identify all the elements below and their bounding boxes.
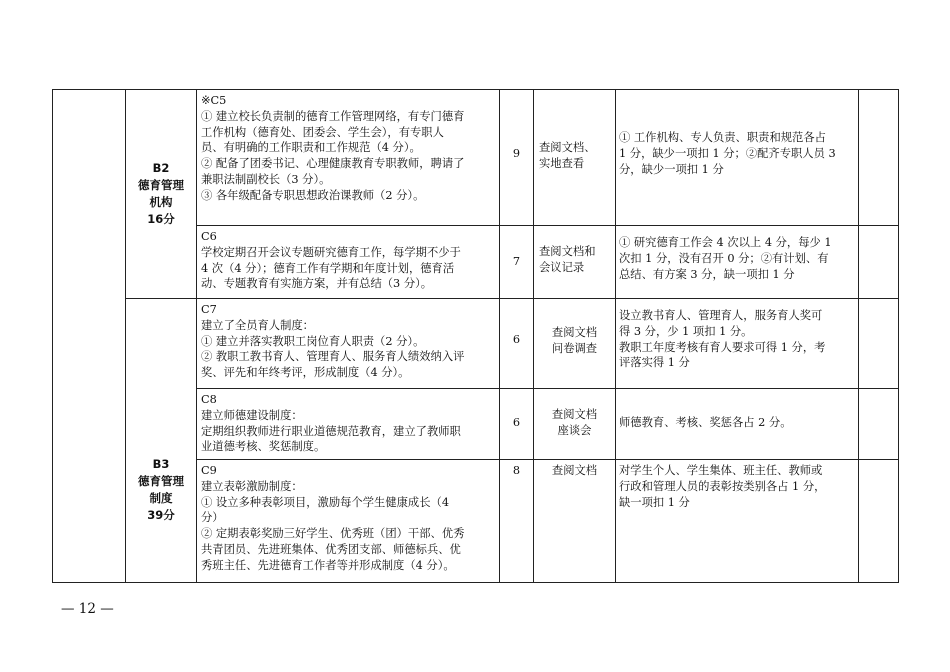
rule-line: 对学生个人、学生集体、班主任、教师或 [619, 464, 823, 477]
score-cell: 6 [500, 389, 534, 460]
item-text-line: 学校定期召开会议专题研究德育工作，每学期不少于 [201, 245, 461, 259]
rule-line: 缺一项扣 1 分 [619, 495, 690, 509]
item-text-line: ① 设立多种表彰项目，激励每个学生健康成长（4 [201, 495, 450, 509]
rule-line: ① 工作机构、专人负责、职责和规范各占 [619, 131, 826, 144]
method-cell [534, 460, 616, 583]
scoring-rule-cell [616, 389, 859, 460]
method-line: 座谈会 [557, 423, 592, 437]
scoring-rule-cell [616, 90, 859, 226]
item-text-line: 秀班主任、先进德育工作者等并形成制度（4 分）。 [201, 558, 455, 572]
section-b2-cell [126, 90, 197, 299]
score-cell: 7 [500, 226, 534, 299]
section-points: 16分 [147, 212, 175, 226]
score-cell: 8 [500, 460, 534, 583]
rule-line: 设立教书育人、管理育人，服务育人奖可 [619, 309, 823, 322]
rule-line: ① 研究德育工作会 4 次以上 4 分，每少 1 [619, 236, 832, 249]
scoring-rule-cell [616, 226, 859, 299]
table-row [53, 299, 899, 389]
method-cell [534, 389, 616, 460]
method-line: 查阅文档 [551, 464, 598, 477]
rule-line: 总结、有方案 3 分，缺一项扣 1 分 [619, 267, 795, 281]
level-a-cell [53, 90, 126, 583]
method-line: 查阅文档、 [539, 141, 596, 154]
remarks-cell [859, 460, 899, 583]
item-id: C7 [201, 303, 217, 316]
scoring-rule-cell [616, 460, 859, 583]
method-line: 查阅文档和 [539, 245, 596, 258]
item-text-line: ① 建立校长负责制的德育工作管理网络，有专门德育 [201, 109, 465, 123]
section-name: 制度 [149, 490, 173, 505]
page-number: — 12 — [61, 601, 114, 617]
remarks-cell [859, 299, 899, 389]
item-text-line: ② 配备了团委书记、心理健康教育专职教师，聘请了 [201, 157, 465, 171]
item-text-line: 建立了全员育人制度： [201, 318, 314, 332]
rule-line: 分，缺少一项扣 1 分 [619, 162, 724, 176]
method-line: 会议记录 [539, 260, 585, 274]
item-content-cell [197, 299, 500, 389]
item-text-line: 建立表彰激励制度： [201, 479, 303, 493]
item-text-line: 员、有明确的工作职责和工作规范（4 分）。 [201, 141, 421, 155]
method-line: 实地查看 [539, 156, 585, 170]
rule-line: 次扣 1 分，没有召开 0 分；②有计划、有 [619, 251, 829, 265]
remarks-cell [859, 226, 899, 299]
item-text-line: 业道德考核、奖惩制度。 [201, 440, 326, 454]
section-points: 39分 [147, 507, 175, 522]
item-text-line: 兼职法制副校长（3 分）。 [201, 172, 331, 186]
section-code: B3 [152, 456, 170, 471]
method-cell [534, 90, 616, 226]
scoring-rule-cell [616, 299, 859, 389]
rule-line: 1 分，缺少一项扣 1 分；②配齐专职人员 3 [619, 146, 836, 160]
item-text-line: ① 建立并落实教职工岗位育人职责（2 分）。 [201, 334, 425, 348]
rule-line: 评落实得 1 分 [619, 356, 690, 370]
section-name: 机构 [149, 195, 173, 209]
rule-line: 师德教育、考核、奖惩各占 2 分。 [619, 416, 792, 429]
item-text-line: 工作机构（德育处、团委会、学生会），有专职人 [201, 125, 444, 139]
item-id: C8 [201, 393, 217, 406]
remarks-cell [859, 90, 899, 226]
method-line: 问卷调查 [551, 341, 598, 355]
item-text-line: 建立师德建设制度： [201, 408, 303, 422]
item-text-line: ② 教职工教书育人、管理育人、服务育人绩效纳入评 [201, 350, 465, 364]
item-text-line: ③ 各年级配备专职思想政治课教师（2 分）。 [201, 188, 425, 202]
method-line: 查阅文档 [551, 408, 598, 421]
rule-line: 行政和管理人员的表彰按类别各占 1 分， [619, 479, 826, 493]
item-content-cell [197, 389, 500, 460]
table-row [53, 90, 899, 226]
rule-line: 教职工年度考核有育人要求可得 1 分，考 [619, 340, 826, 354]
item-id: C6 [201, 230, 217, 243]
item-text-line: 4 次（4 分）；德育工作有学期和年度计划，德育活 [201, 261, 455, 275]
item-text-line: 分） [201, 511, 224, 525]
section-name: 德育管理 [138, 178, 184, 192]
score-cell: 6 [500, 299, 534, 389]
item-content-cell [197, 90, 500, 226]
item-text-line: ② 定期表彰奖励三好学生、优秀班（团）干部、优秀 [201, 527, 465, 541]
method-cell [534, 226, 616, 299]
item-text-line: 动、专题教育有实施方案，并有总结（3 分）。 [201, 277, 433, 291]
rule-line: 得 3 分，少 1 项扣 1 分。 [619, 324, 753, 338]
item-text-line: 奖、评先和年终考评，形成制度（4 分）。 [201, 366, 410, 380]
item-text-line: 定期组织教师进行职业道德规范教育，建立了教师职 [201, 424, 461, 438]
section-name: 德育管理 [138, 473, 184, 488]
item-id: ※C5 [201, 94, 227, 107]
section-code: B2 [152, 161, 170, 175]
score-cell: 9 [500, 90, 534, 226]
item-content-cell [197, 460, 500, 583]
method-cell [534, 299, 616, 389]
item-text-line: 共青团员、先进班集体、优秀团支部、师德标兵、优 [201, 542, 461, 556]
evaluation-table [52, 89, 899, 583]
item-content-cell [197, 226, 500, 299]
method-line: 查阅文档 [551, 326, 598, 339]
remarks-cell [859, 389, 899, 460]
item-id: C9 [201, 464, 217, 477]
section-b3-cell [126, 299, 197, 583]
